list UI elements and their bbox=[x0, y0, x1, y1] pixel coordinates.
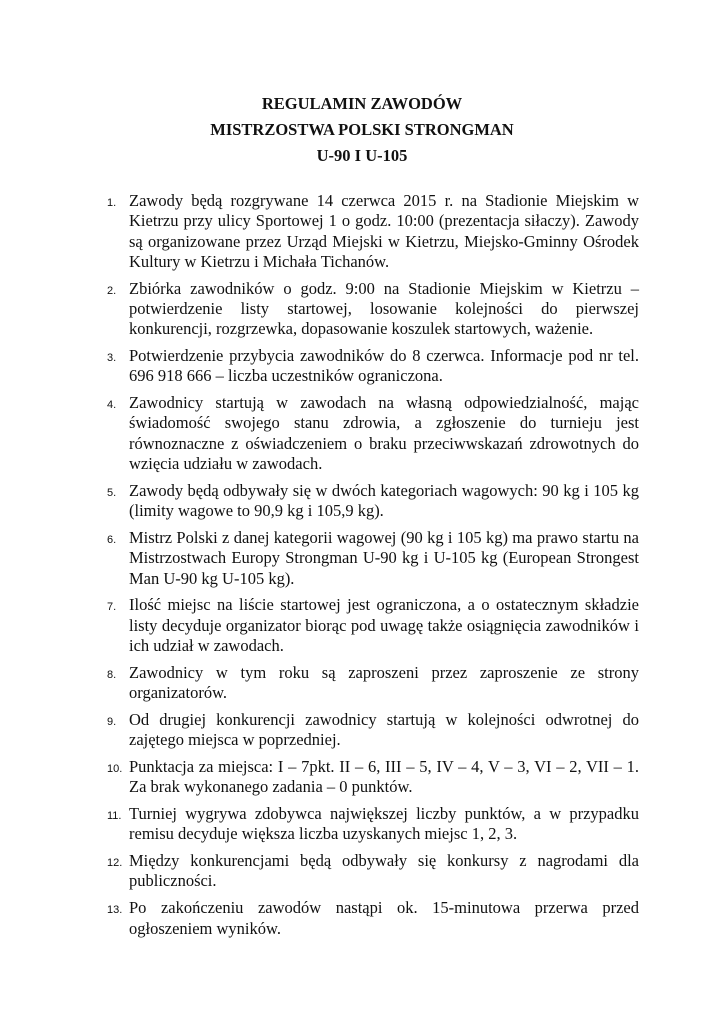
rule-number: 9. bbox=[107, 715, 117, 728]
rule-text: Od drugiej konkurencji zawodnicy startują w kolejności odwrotnej do zajętego miejsca w poprzedniej. bbox=[129, 709, 639, 750]
rule-item-5 bbox=[107, 481, 639, 522]
rule-item-11 bbox=[107, 804, 639, 845]
rule-item-12 bbox=[107, 851, 639, 892]
rule-text: Ilość miejsc na liście startowej jest ograniczona, a o ostatecznym składzie listy decyduje organizator biorąc pod uwagę także osiągnięcia zawodników i ich udział w zawodach. bbox=[129, 595, 639, 655]
rule-text: Punktacja za miejsca: I – 7pkt. II – 6, III – 5, IV – 4, V – 3, VI – 2, VII – 1. Za brak wykonanego zadania – 0 punktów. bbox=[129, 756, 639, 797]
rule-number: 7. bbox=[107, 601, 117, 614]
rule-text: Zawodnicy startują w zawodach na własną odpowiedzialność, mając świadomość swojego stanu zdrowia, a zgłoszenie do turnieju jest równoznaczne z oświadczeniem o braku przeciwwskazań zdrowotnych do wzięcia udziału w zawodach. bbox=[129, 393, 639, 474]
rule-item-3 bbox=[107, 346, 639, 387]
title-line-2: MISTRZOSTWA POLSKI STRONGMAN bbox=[210, 120, 514, 139]
rule-text: Po zakończeniu zawodów nastąpi ok. 15-minutowa przerwa przed ogłoszeniem wyników. bbox=[129, 898, 639, 938]
rule-text: Zawody będą odbywały się w dwóch kategoriach wagowych: 90 kg i 105 kg (limity wagowe to 90,9 kg i 105,9 kg). bbox=[129, 480, 639, 521]
rule-number: 10. bbox=[107, 762, 123, 775]
rule-item-13 bbox=[107, 898, 639, 939]
rule-number: 12. bbox=[107, 857, 123, 870]
rule-item-1 bbox=[107, 191, 639, 272]
rule-text: Zawody będą rozgrywane 14 czerwca 2015 r. na Stadionie Miejskim w Kietrzu przy ulicy Sportowej 1 o godz. 10:00 (prezentacja siłaczy). Zawody są organizowane przez Urząd Miejski w Kietrzu, Miejsko-Gminny Ośrodek Kultury w Kietrzu i Michała Tichanów. bbox=[129, 191, 639, 271]
rule-text: Zbiórka zawodników o godz. 9:00 na Stadionie Miejskim w Kietrzu – potwierdzenie listy startowej, losowanie kolejności do pierwszej konkurencji, rozgrzewka, dopasowanie koszulek startowych, ważenie. bbox=[129, 278, 639, 339]
rule-item-6 bbox=[107, 528, 639, 589]
rule-number: 3. bbox=[107, 352, 117, 365]
rule-text: Potwierdzenie przybycia zawodników do 8 czerwca. Informacje pod nr tel. 696 918 666 – liczba uczestników ograniczona. bbox=[129, 346, 639, 386]
rule-item-10 bbox=[107, 757, 639, 798]
rule-number: 13. bbox=[107, 904, 123, 917]
rule-number: 6. bbox=[107, 533, 117, 546]
title-line-1: REGULAMIN ZAWODÓW bbox=[261, 94, 463, 113]
rule-item-2 bbox=[107, 279, 639, 340]
rule-number: 1. bbox=[107, 197, 117, 209]
rule-text: Turniej wygrywa zdobywca największej liczby punktów, a w przypadku remisu decyduje większa liczba uzyskanych miejsc 1, 2, 3. bbox=[129, 804, 639, 844]
rule-number: 5. bbox=[107, 486, 117, 499]
rule-item-7 bbox=[107, 595, 639, 656]
rule-text: Mistrz Polski z danej kategorii wagowej (90 kg i 105 kg) ma prawo startu na Mistrzostwach Europy Strongman U-90 kg i U-105 kg (European Strongest Man U-90 kg U-105 kg). bbox=[129, 527, 639, 588]
rule-number: 8. bbox=[107, 668, 117, 681]
rule-item-9 bbox=[107, 710, 639, 751]
rule-item-8 bbox=[107, 663, 639, 704]
document-title bbox=[0, 91, 724, 169]
rule-text: Zawodnicy w tym roku są zaproszeni przez zaproszenie ze strony organizatorów. bbox=[129, 662, 639, 703]
rule-number: 4. bbox=[107, 399, 117, 412]
rules-list bbox=[107, 191, 639, 945]
rule-text: Między konkurencjami będą odbywały się konkursy z nagrodami dla publiczności. bbox=[129, 851, 639, 891]
rule-item-4 bbox=[107, 393, 639, 474]
rule-number: 11. bbox=[107, 810, 122, 823]
title-line-3: U-90 I U-105 bbox=[316, 146, 408, 165]
rule-number: 2. bbox=[107, 284, 117, 297]
